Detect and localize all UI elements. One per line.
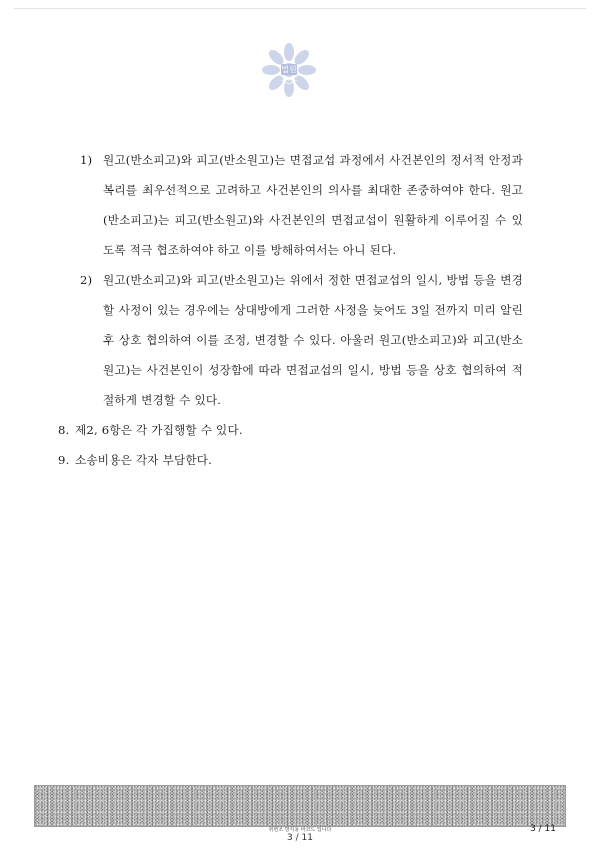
anti-forgery-barcode	[34, 785, 566, 827]
page-number-right: 3 / 11	[530, 824, 556, 834]
clause-text: 소송비용은 각자 부담한다.	[75, 453, 213, 467]
clause-number: 9.	[58, 453, 70, 467]
sub-item-text: 원고(반소피고)와 피고(반소원고)는 위에서 정한 면접교섭의 일시, 방법 등을 변경할 사정이 있는 경우에는 상대방에게 그러한 사정을 늦어도 3일 전까지 미리 알린 후 상호 협의하여 이를 조정, 변경할 수 있다. 아울러 원고(반소피고)와 피고(반소원고)는 사건본인이 성장함에 따라 면접교섭의 일시, 방법 등을 상호 협의하여 적절하게 변경할 수 있다.	[103, 273, 523, 407]
emblem-label: 법원	[281, 65, 297, 74]
sub-item-number: 2)	[80, 273, 93, 287]
clause-text: 제2, 6항은 각 가집행할 수 있다.	[75, 423, 243, 437]
clause-9	[0, 445, 600, 475]
sub-item-2	[0, 265, 523, 415]
document-body	[0, 145, 600, 475]
top-rule	[14, 8, 586, 9]
sub-item-number: 1)	[80, 153, 93, 167]
barcode-note: 위변조 방지용 바코드 입니다	[268, 827, 332, 833]
clause-number: 8.	[58, 423, 70, 437]
sub-item-1	[0, 145, 523, 265]
page-number-center: 3 / 11	[287, 833, 313, 843]
sub-item-text: 원고(반소피고)와 피고(반소원고)는 면접교섭 과정에서 사건본인의 정서적 안정과 복리를 최우선적으로 고려하고 사건본인의 의사를 최대한 존중하여야 한다. 원고(반소피고)는 피고(반소원고)와 사건본인의 면접교섭이 원활하게 이루어질 수 있도록 적극 협조하여야 하고 이를 방해하여서는 아니 된다.	[103, 153, 523, 257]
clause-8	[0, 415, 600, 445]
court-emblem-icon	[259, 40, 319, 100]
